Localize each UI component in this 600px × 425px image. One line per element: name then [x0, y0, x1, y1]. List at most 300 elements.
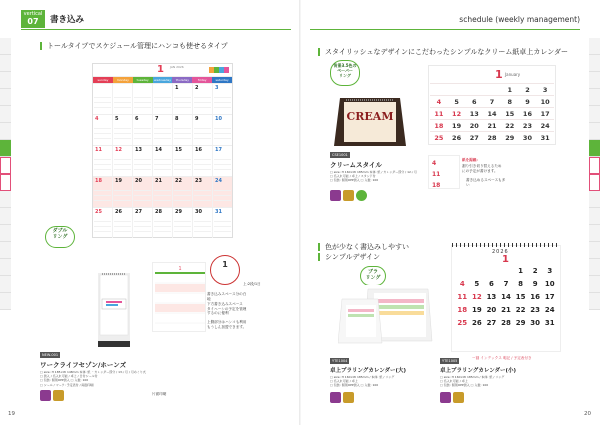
note-line: 下方書き込みスペース: [207, 301, 243, 306]
index-tab-marker[interactable]: [589, 157, 600, 174]
product1-code: CSE1001: [332, 153, 348, 157]
day-number: 14: [487, 110, 497, 118]
writing-lines: [134, 217, 151, 236]
index-tab[interactable]: [0, 225, 11, 242]
note-line: タイヘーシの予定を管理: [207, 306, 247, 311]
day-cell[interactable]: [152, 208, 172, 238]
weekday-label: saturday: [212, 77, 232, 83]
day-number: 5: [115, 116, 119, 122]
day-number: 23: [195, 178, 202, 184]
writing-lines: [214, 217, 231, 236]
day-cell[interactable]: [172, 115, 192, 145]
day-number: 26: [471, 319, 482, 327]
product-name: ワークライフセゾン/ホーンズ: [40, 361, 127, 369]
svg-text:CREAM: CREAM: [346, 110, 394, 123]
calendar-week-row: [430, 95, 554, 107]
day-number: 15: [515, 293, 526, 301]
ring-binding: [452, 243, 560, 247]
day-number: 11: [95, 147, 102, 153]
writing-lines: [194, 217, 211, 236]
index-tab-active[interactable]: [0, 140, 11, 157]
day-cell[interactable]: [132, 84, 152, 114]
writing-lines: [214, 93, 231, 112]
spec-line: □ size: H 160×W 185mm / 本体: 紙 / リング: [440, 375, 505, 379]
note-line: もうしん加盟できます。: [207, 325, 247, 330]
weekday-label: monday: [113, 77, 133, 83]
day-number: 6: [472, 98, 477, 106]
day-number: 10: [540, 98, 550, 106]
day-number: 28: [155, 209, 162, 215]
note-line: するのに便利: [207, 311, 229, 316]
calendar-week-row: [93, 114, 232, 145]
day-number: 1: [507, 86, 512, 94]
spec-line: □ 名入れ可能 / 卓上: [440, 379, 468, 384]
index-tab[interactable]: [0, 89, 11, 106]
paper-ring-badge: 背景3.5色の ペーパー リング: [330, 60, 360, 86]
writing-lines: [194, 155, 211, 174]
day-number: 19: [115, 178, 122, 184]
cream-calendar-illustration: [330, 96, 410, 148]
day-number: 11: [457, 293, 468, 301]
section-tag-number: 07: [27, 16, 39, 26]
right-bottom-heading-1: 色が少なく書込みしやすい: [318, 243, 409, 251]
day-number: [483, 84, 501, 95]
day-cell[interactable]: [192, 208, 212, 238]
day-number: 17: [215, 147, 222, 153]
writing-lines: [114, 217, 131, 236]
day-number: 9: [532, 280, 538, 288]
writing-lines: [94, 124, 111, 143]
day-cell[interactable]: [112, 84, 132, 114]
index-tab[interactable]: [0, 191, 11, 208]
index-tab[interactable]: [589, 89, 600, 106]
product2-code: YTE1004: [332, 359, 348, 363]
day-cell[interactable]: [192, 146, 212, 176]
day-cell[interactable]: [132, 208, 152, 238]
left-index-tabs: [0, 38, 11, 388]
big-calendar-month-name: JAN 2026: [170, 65, 184, 69]
day-number: 15: [505, 110, 515, 118]
day-number: 17: [540, 110, 550, 118]
ring-month: 1: [502, 254, 509, 265]
day-number: [430, 84, 448, 95]
spec-line: □ 包装: 個別OPP袋入 □ 入数: 100: [330, 383, 379, 388]
spec-line: □ シール / マーク: 予定表付 / 両面印刷: [40, 382, 94, 387]
index-tab[interactable]: [589, 276, 600, 293]
day-cell[interactable]: [112, 177, 132, 207]
day-number: 31: [544, 319, 555, 327]
index-tab[interactable]: [589, 208, 600, 225]
color-key: [209, 67, 229, 73]
page-number-left: 19: [8, 411, 15, 417]
weekday-label: friday: [192, 77, 212, 83]
day-number: 24: [540, 122, 550, 130]
big-calendar: [92, 63, 233, 238]
day-number: 13: [135, 147, 142, 153]
day-number: 13: [486, 293, 497, 301]
day-number: 27: [469, 134, 479, 142]
right-index-tabs: [589, 38, 600, 388]
day-number: 6: [489, 280, 494, 288]
index-tab[interactable]: [589, 225, 600, 242]
day-number: [470, 265, 485, 278]
big-calendar-header: [93, 64, 232, 77]
day-number: 22: [505, 122, 515, 130]
writing-lines: [174, 93, 191, 112]
day-number: 25: [457, 319, 468, 327]
day-number: 20: [486, 306, 497, 314]
product1-name: クリームスタイル: [330, 161, 382, 169]
day-number: 2: [532, 267, 538, 275]
product3-code: YTE1005: [442, 359, 458, 363]
index-tab[interactable]: [0, 208, 11, 225]
day-number: 31: [215, 209, 222, 215]
writing-lines: [94, 186, 111, 205]
day-number: 21: [155, 178, 162, 184]
day-cell[interactable]: [212, 115, 232, 145]
writing-lines: [194, 186, 211, 205]
calendar-week-row: [455, 317, 557, 330]
day-number: 25: [95, 209, 102, 215]
day-number: 20: [135, 178, 142, 184]
product-code: NEW-001: [42, 353, 59, 357]
cream-calendar-photo: [330, 96, 410, 148]
day-cell[interactable]: [93, 146, 112, 176]
day-number: 1: [175, 85, 179, 91]
day-number: 19: [452, 122, 462, 130]
calendar-week-row: [455, 304, 557, 317]
day-number: 15: [175, 147, 182, 153]
day-number: 3: [542, 86, 548, 94]
plastic-ring-badge: ブラ リング: [360, 266, 386, 286]
calendar-week-row: [430, 131, 554, 143]
day-number: [499, 265, 514, 278]
left-section-heading: トールタイプでスケジュール管理にハンコも使せるタイプ: [40, 42, 228, 50]
day-number: [448, 84, 466, 95]
index-tab[interactable]: [0, 38, 11, 55]
small-label: 上:2段/1日: [243, 282, 261, 286]
writing-lines: [174, 124, 191, 143]
writing-lines: [174, 217, 191, 236]
calendar-page-thumbnail: [153, 263, 207, 333]
day-number: 27: [135, 209, 142, 215]
day-number: 13: [469, 110, 479, 118]
writing-lines: [214, 186, 231, 205]
day-number: 12: [471, 293, 482, 301]
product3-specs: [440, 375, 540, 388]
day-number: 9: [195, 116, 199, 122]
day-number: 30: [195, 209, 202, 215]
writing-lines: [114, 186, 131, 205]
day-number: 18: [434, 122, 444, 130]
zoom-circle: 1: [210, 255, 240, 285]
day-number: 8: [507, 98, 512, 106]
product2-name: 卓上プラリングカレンダー(大): [330, 368, 407, 374]
index-tab[interactable]: [589, 293, 600, 310]
index-tab[interactable]: [0, 123, 11, 140]
day-cell[interactable]: [172, 146, 192, 176]
detail-note: 書き込めるスペースも多い: [466, 178, 506, 187]
index-tab[interactable]: [589, 106, 600, 123]
product1-specs: [330, 170, 430, 183]
index-tab[interactable]: [0, 106, 11, 123]
day-cell[interactable]: [152, 84, 172, 114]
day-cell[interactable]: [192, 177, 212, 207]
ring-calendar-grid: [455, 265, 557, 330]
day-number: 5: [454, 98, 459, 106]
index-tab[interactable]: [0, 242, 11, 259]
weekday-label: sunday: [93, 77, 113, 83]
index-tab[interactable]: [0, 293, 11, 310]
day-number: 16: [195, 147, 202, 153]
writing-lines: [134, 155, 151, 174]
day-cell[interactable]: [212, 84, 232, 114]
day-number: 14: [501, 293, 511, 301]
feature-icon: [343, 392, 354, 403]
index-tab[interactable]: [0, 55, 11, 72]
day-number: 25: [434, 134, 444, 142]
day-cell[interactable]: [132, 177, 152, 207]
day-number: 21: [501, 306, 511, 314]
calendar-week-row: [430, 107, 554, 119]
ring-year: 2026: [492, 249, 509, 255]
weekday-label: thursday: [172, 77, 192, 83]
day-number: 16: [522, 110, 532, 118]
day-cell[interactable]: [112, 208, 132, 238]
calendar-week-row: [430, 83, 554, 95]
day-cell[interactable]: [172, 84, 192, 114]
day-cell[interactable]: [212, 208, 232, 238]
calendar-page-preview: [152, 262, 206, 332]
day-cell[interactable]: [192, 84, 212, 114]
day-number: 7: [503, 280, 509, 288]
note-line: 書き込みスペース分の白地: [207, 292, 247, 301]
day-number: 28: [487, 134, 497, 142]
calendar-week-row: [93, 83, 232, 114]
right-header-line: [310, 29, 580, 30]
ring-caption: ー割 インデックス 明記 / 予定表付き: [472, 356, 532, 360]
writing-lines: [154, 217, 171, 236]
svg-text:1: 1: [178, 266, 182, 272]
day-number: 21: [487, 122, 497, 130]
product2-specs: [330, 375, 430, 388]
day-number: 4: [459, 280, 465, 288]
page-number-right: 20: [584, 411, 591, 417]
calendar-week-row: [93, 207, 232, 238]
writing-lines: [154, 124, 171, 143]
calendar-week-row: [93, 145, 232, 176]
calendar-weeks: [93, 83, 232, 238]
day-number: 2: [525, 86, 530, 94]
day-number: 22: [515, 306, 526, 314]
day-cell[interactable]: [93, 177, 112, 207]
day-number: 8: [175, 116, 179, 122]
day-number: 17: [544, 293, 555, 301]
day-number: 4: [95, 116, 99, 122]
detail-title: 紙を掲載:: [462, 158, 478, 162]
writing-lines: [114, 124, 131, 143]
day-number: 29: [515, 319, 526, 327]
day-cell[interactable]: [212, 177, 232, 207]
day-cell[interactable]: [132, 146, 152, 176]
day-number: 10: [544, 280, 555, 288]
day-number: 28: [501, 319, 511, 327]
spec-line: □ 名入れ可能 / 卓上: [330, 379, 358, 384]
right-page-title: schedule (weekly management): [459, 15, 580, 24]
cream-calendar-grid: [430, 83, 554, 143]
product3-name: 卓上プラリングカレンダー(小): [440, 368, 517, 374]
spec-line: □ size: H 160×W 185mm / 本体: 紙 / リング: [330, 375, 395, 379]
day-number: 1: [518, 267, 524, 275]
spec-line: □ size: H 160×W 185mm 本体: 紙 / カレンダー部分 / 12ヶ月: [330, 170, 417, 174]
index-tab-marker[interactable]: [0, 174, 11, 191]
day-number: 16: [530, 293, 541, 301]
note-line: 上側部分はハンコも利用: [207, 320, 247, 325]
writing-lines: [154, 93, 171, 112]
day-number: 26: [452, 134, 462, 142]
day-number: 18: [95, 178, 102, 184]
index-tab[interactable]: [589, 123, 600, 140]
day-number: 30: [530, 319, 541, 327]
writing-lines: [174, 155, 191, 174]
day-number: 31: [540, 134, 550, 142]
day-number: 14: [155, 147, 162, 153]
day-number: 3: [215, 85, 219, 91]
eco-icon: [356, 190, 367, 201]
section-tag: [21, 10, 45, 28]
detail-zoom: 4 11 18: [428, 155, 460, 189]
day-number: 29: [505, 134, 515, 142]
index-tab[interactable]: [589, 38, 600, 55]
spec-line: □ 名入れ可能 / 卓上 / スタンド付: [330, 174, 376, 179]
day-number: [465, 84, 483, 95]
day-number: 12: [452, 110, 462, 118]
feature-icon: [53, 390, 64, 401]
writing-lines: [214, 155, 231, 174]
writing-lines: [194, 124, 211, 143]
writing-lines: [94, 155, 111, 174]
index-tab-active[interactable]: [589, 140, 600, 157]
day-number: 29: [175, 209, 182, 215]
day-cell[interactable]: [93, 208, 112, 238]
writing-lines: [134, 186, 151, 205]
writing-lines: [114, 155, 131, 174]
day-cell[interactable]: [93, 84, 112, 114]
day-cell[interactable]: [152, 115, 172, 145]
day-cell[interactable]: [212, 146, 232, 176]
feature-icon: [40, 390, 51, 401]
index-tab[interactable]: [589, 72, 600, 89]
day-number: 2: [195, 85, 199, 91]
day-number: 24: [544, 306, 555, 314]
weekday-row: [93, 77, 232, 83]
index-tab-marker[interactable]: [0, 157, 11, 174]
feature-icon: [343, 190, 354, 201]
day-number: 23: [522, 122, 532, 130]
day-number: 20: [469, 122, 479, 130]
day-number: 30: [522, 134, 532, 142]
day-cell[interactable]: [112, 115, 132, 145]
day-number: 18: [457, 306, 468, 314]
index-tab[interactable]: [0, 259, 11, 276]
day-number: 9: [525, 98, 530, 106]
day-number: [484, 265, 499, 278]
index-tab[interactable]: [589, 55, 600, 72]
day-number: 10: [215, 116, 222, 122]
day-number: 12: [115, 147, 122, 153]
index-tab[interactable]: [589, 191, 600, 208]
day-cell[interactable]: [132, 115, 152, 145]
section-tag-label: vertical: [23, 11, 43, 17]
feature-icon: [330, 392, 341, 403]
day-number: 3: [547, 267, 553, 275]
day-cell[interactable]: [192, 115, 212, 145]
spec-line: □ 包装: 個別OPP袋入 □ 入数: 100: [330, 178, 379, 183]
gutter: [299, 0, 301, 425]
right-top-heading: スタイリッシュなデザインにこだわったシンプルなクリーム紙卓上カレンダー: [318, 48, 568, 56]
calendar-week-row: [455, 291, 557, 304]
day-number: 11: [434, 110, 444, 118]
feature-icon: [440, 392, 451, 403]
day-number: 27: [486, 319, 497, 327]
day-cell[interactable]: [152, 146, 172, 176]
spec-line: □ 包装: 個別OPP袋入 □ 入数: 100: [440, 383, 489, 388]
ring-calendar-photos: [338, 285, 434, 345]
weekday-label: tuesday: [133, 77, 153, 83]
product-specs: [40, 370, 150, 387]
day-number: 26: [115, 209, 122, 215]
writing-lines: [114, 93, 131, 112]
calendar-week-row: [430, 119, 554, 131]
big-calendar-month: 1: [157, 64, 164, 75]
day-number: 24: [215, 178, 222, 184]
calendar-week-row: [455, 265, 557, 278]
weekday-label: wednesday: [153, 78, 172, 82]
spec-line: □ 包装: 個別OPP袋入 □ 入数: 100: [40, 378, 89, 383]
writing-lines: [134, 93, 151, 112]
day-cell[interactable]: [172, 208, 192, 238]
day-number: 8: [518, 280, 524, 288]
feature-icon: [330, 190, 341, 201]
double-ring-badge: [45, 226, 75, 248]
day-cell[interactable]: [152, 177, 172, 207]
feature-notes: [207, 292, 249, 330]
cream-month-name: January: [505, 72, 521, 77]
day-cell[interactable]: [172, 177, 192, 207]
writing-lines: [134, 124, 151, 143]
day-number: 6: [135, 116, 139, 122]
index-tab[interactable]: [589, 242, 600, 259]
calendar-week-row: [93, 176, 232, 207]
day-cell[interactable]: [112, 146, 132, 176]
day-number: 7: [155, 116, 159, 122]
print-type-label: 片面印刷: [152, 392, 167, 396]
day-number: 19: [471, 306, 482, 314]
day-number: 7: [489, 98, 495, 106]
day-number: 5: [474, 280, 480, 288]
calendar-week-row: [455, 278, 557, 291]
index-tab[interactable]: [589, 259, 600, 276]
right-bottom-heading-2: シンプルデザイン: [318, 253, 380, 261]
index-tab-marker[interactable]: [589, 174, 600, 191]
day-cell[interactable]: [93, 115, 112, 145]
day-number: 23: [530, 306, 541, 314]
index-tab[interactable]: [0, 276, 11, 293]
index-tab[interactable]: [0, 72, 11, 89]
writing-lines: [194, 93, 211, 112]
writing-lines: [154, 155, 171, 174]
badge-text: ダブル リング: [52, 228, 68, 240]
